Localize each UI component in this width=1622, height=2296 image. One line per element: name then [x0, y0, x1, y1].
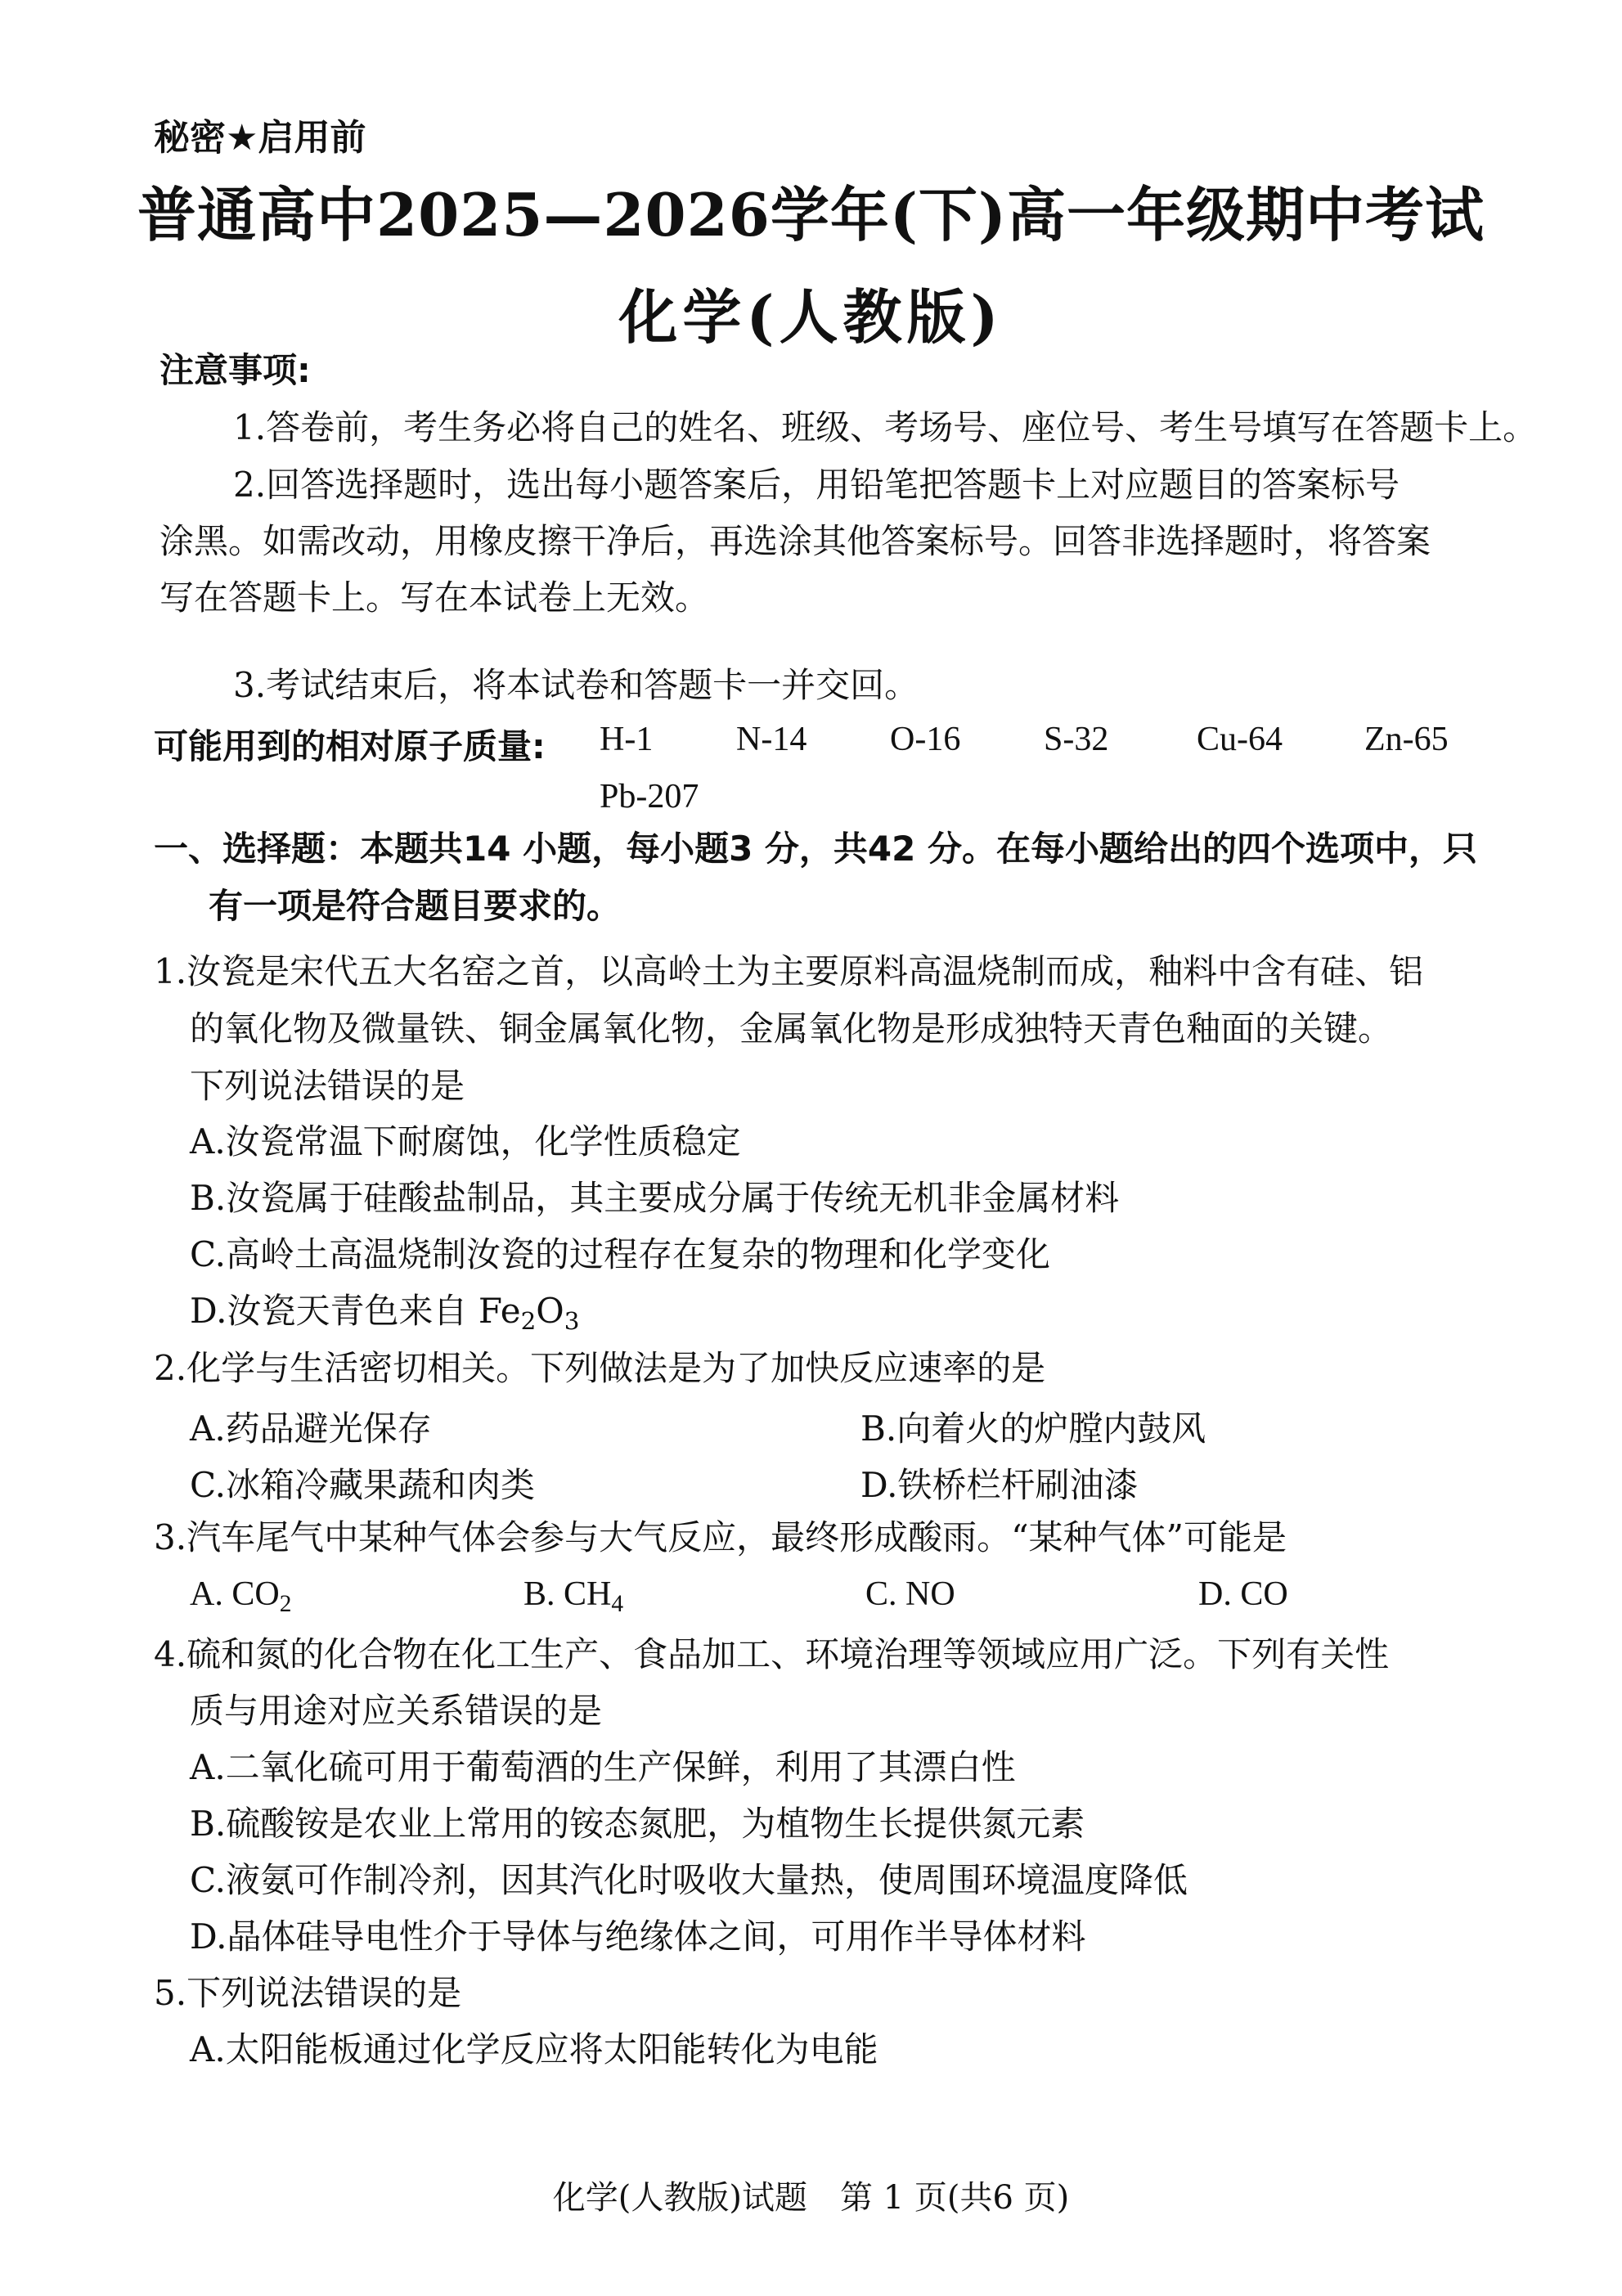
q2-option-c: C.冰箱冷藏果蔬和肉类 [190, 1465, 535, 1505]
note-3: 3.考试结束后，将本试卷和答题卡一并交回。 [233, 665, 919, 705]
mass-o: O-16 [890, 721, 961, 758]
q4-option-b: B.硫酸铵是农业上常用的铵态氮肥，为植物生长提供氮元素 [190, 1804, 1085, 1844]
atomic-masses-label: 可能用到的相对原子质量: [154, 726, 546, 766]
q4-option-a: A.二氧化硫可用于葡萄酒的生产保鲜，利用了其漂白性 [190, 1747, 1016, 1787]
mass-s: S-32 [1044, 721, 1109, 758]
mass-zn: Zn-65 [1364, 721, 1449, 758]
q1-formula-fe: Fe [478, 1291, 521, 1331]
q3-option-c: C. NO [865, 1575, 955, 1613]
q1-stem-line-3: 下列说法错误的是 [190, 1066, 465, 1106]
atomic-masses [154, 720, 1449, 816]
q5-stem: 5.下列说法错误的是 [154, 1973, 462, 2013]
q4-option-c: C.液氨可作制冷剂，因其汽化时吸收大量热，使周围环境温度降低 [190, 1860, 1188, 1900]
notes-heading: 注意事项: [160, 350, 311, 390]
page-footer: 化学(人教版)试题 第 1 页(共6 页) [552, 2179, 1070, 2217]
q3-option-b-text: B. CH [523, 1575, 612, 1613]
q1-option-d-text: D.汝瓷天青色来自 [190, 1291, 479, 1331]
exam-subtitle: 化学(人教版) [618, 282, 1004, 352]
q4-stem-line-1: 4.硫和氮的化合物在化工生产、食品加工、环境治理等领域应用广泛。下列有关性 [154, 1634, 1390, 1674]
q1-stem-line-2: 的氧化物及微量铁、铜金属氧化物，金属氧化物是形成独特天青色釉面的关键。 [190, 1009, 1393, 1049]
q5-option-a: A.太阳能板通过化学反应将太阳能转化为电能 [190, 2029, 878, 2069]
q1-formula-sub-3: 3 [564, 1307, 580, 1335]
q4-stem-line-2: 质与用途对应关系错误的是 [190, 1691, 603, 1731]
q3-option-b-sub: 4 [611, 1591, 624, 1617]
mass-n: N-14 [736, 721, 807, 758]
q3-stem: 3.汽车尾气中某种气体会参与大气反应，最终形成酸雨。“某种气体”可能是 [154, 1517, 1287, 1557]
q1-formula-o: O [536, 1291, 564, 1331]
note-2-line-2: 涂黑。如需改动，用橡皮擦干净后，再选涂其他答案标号。回答非选择题时，将答案 [160, 521, 1431, 561]
q3-option-d: D. CO [1198, 1575, 1288, 1613]
q1-formula [478, 1291, 580, 1335]
q3-option-b [523, 1575, 623, 1618]
q4-option-d: D.晶体硅导电性介于导体与绝缘体之间，可用作半导体材料 [190, 1916, 1086, 1957]
q1-option-b: B.汝瓷属于硅酸盐制品，其主要成分属于传统无机非金属材料 [190, 1178, 1120, 1218]
q2-option-d: D.铁桥栏杆刷油漆 [860, 1465, 1139, 1505]
q1-stem-line-1: 1.汝瓷是宋代五大名窑之首，以高岭土为主要原料高温烧制而成，釉料中含有硅、铝 [154, 951, 1424, 991]
note-2-line-1: 2.回答选择题时，选出每小题答案后，用铅笔把答题卡上对应题目的答案标号 [233, 465, 1400, 505]
note-1: 1.答卷前，考生务必将自己的姓名、班级、考场号、座位号、考生号填写在答题卡上。 [233, 407, 1538, 447]
q2-option-b: B.向着火的炉膛内鼓风 [860, 1409, 1206, 1449]
q1-option-a: A.汝瓷常温下耐腐蚀，化学性质稳定 [190, 1121, 741, 1161]
confidential-label: 秘密★启用前 [154, 117, 366, 159]
exam-title: 普通高中2025—2026学年(下)高一年级期中考试 [137, 180, 1485, 249]
q3-option-a-text: A. CO [190, 1575, 280, 1613]
q2-option-a: A.药品避光保存 [190, 1409, 432, 1449]
mass-pb: Pb-207 [600, 778, 699, 816]
q2-stem: 2.化学与生活密切相关。下列做法是为了加快反应速率的是 [154, 1348, 1046, 1388]
q1-option-d [190, 1288, 579, 1344]
mass-cu: Cu-64 [1197, 721, 1283, 758]
q1-option-c: C.高岭土高温烧制汝瓷的过程存在复杂的物理和化学变化 [190, 1234, 1050, 1274]
q1-formula-sub-2: 2 [520, 1307, 537, 1335]
q3-option-a-sub: 2 [279, 1591, 292, 1617]
section-1-heading-line-1: 一、选择题：本题共14 小题，每小题3 分，共42 分。在每小题给出的四个选项中，只 [154, 829, 1477, 869]
q3-option-a [190, 1575, 291, 1618]
mass-h: H-1 [600, 721, 654, 758]
section-1-heading-line-2: 有一项是符合题目要求的。 [209, 886, 622, 926]
note-2-line-3: 写在答题卡上。写在本试卷上无效。 [160, 577, 710, 618]
